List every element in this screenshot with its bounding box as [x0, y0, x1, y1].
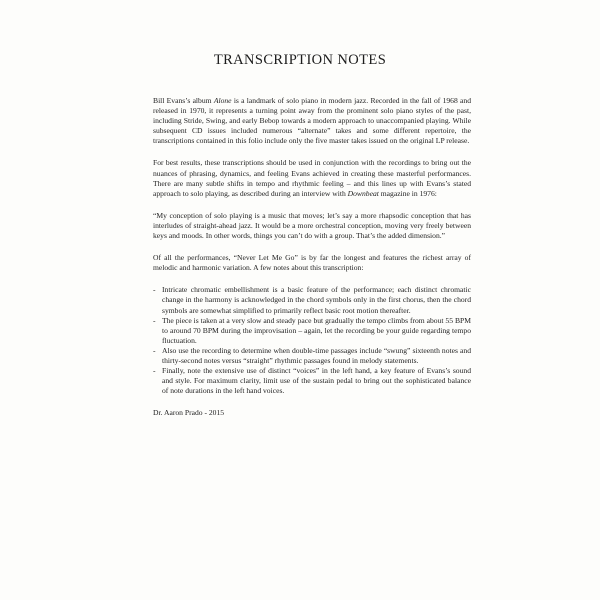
list-item-text: Finally, note the extensive use of distinct “voices” in the left hand, a key feature of Evans’s sound and style. For maximum clarity, limit use of the sustain pedal to bring out the sophisticated balance of note durations in the left hand voices. [162, 366, 471, 396]
intro-text-before: Bill Evans’s album [153, 96, 214, 105]
document-body [153, 96, 471, 418]
usage-text-after: magazine in 1976: [378, 188, 437, 198]
list-item-text: The piece is taken at a very slow and steady pace but gradually the tempo climbs from about 55 BPM to around 70 BPM during the improvisation – again, let the recording be your guide regarding tempo fluctuation. [162, 315, 471, 345]
list-item [153, 285, 471, 315]
intro-text-after: is a landmark of solo piano in modern jazz. Recorded in the fall of 1968 and released in 1970, it represents a turning point away from the prominent solo piano styles of the past, including Stride, Swing, and early Bebop towards a modern approach to unaccompanied playing. While subsequent CD issues included numerous “alternate” takes and some different repertoire, the transcriptions contained in this folio include only the five master takes issued on the original LP release. [153, 96, 471, 146]
bullet-marker: - [153, 345, 156, 355]
page-title: TRANSCRIPTION NOTES [213, 52, 387, 68]
list-item-text: Also use the recording to determine when double-time passages include “swung” sixteenth notes and thirty-second notes versus “straight” rhythmic passages found in melody statements. [162, 345, 471, 365]
bullet-marker: - [153, 366, 156, 376]
usage-paragraph [153, 158, 471, 198]
evans-quote: “My conception of solo playing is a music that moves; let’s say a more rhapsodic conception that has interludes of straight-ahead jazz. It would be a more orchestral conception, moving very freely between keys and moods. In other words, things you can’t do with a group. That’s the added dimension.” [153, 210, 471, 241]
bullet-marker: - [153, 315, 156, 325]
list-item [153, 346, 471, 366]
never-let-me-go-paragraph: Of all the performances, “Never Let Me Go” is by far the longest and features the richest array of melodic and harmonic variation. A few notes about this transcription: [153, 253, 471, 273]
transcription-notes-list [153, 285, 471, 396]
list-item [153, 366, 471, 396]
intro-paragraph [153, 96, 471, 146]
album-title: Alone [213, 96, 232, 105]
author-signature: Dr. Aaron Prado - 2015 [153, 408, 225, 418]
list-item-text: Intricate chromatic embellishment is a basic feature of the performance; each distinct chromatic change in the harmony is acknowledged in the chord symbols only in the first chorus, then the chord symbols are somewhat simplified to primarily reflect basic root motion thereafter. [162, 285, 471, 315]
bullet-marker: - [153, 285, 156, 295]
usage-text-before: For best results, these transcriptions should be used in conjunction with the recordings to bring out the nuances of phrasing, dynamics, and feeling Evans achieved in creating these masterful performances. There are many subtle shifts in tempo and rhythmic feeling – and this lines up with Evans’s stated approach to solo playing, as described during an interview with [153, 158, 471, 198]
list-item [153, 316, 471, 346]
magazine-title: Downbeat [347, 188, 379, 198]
